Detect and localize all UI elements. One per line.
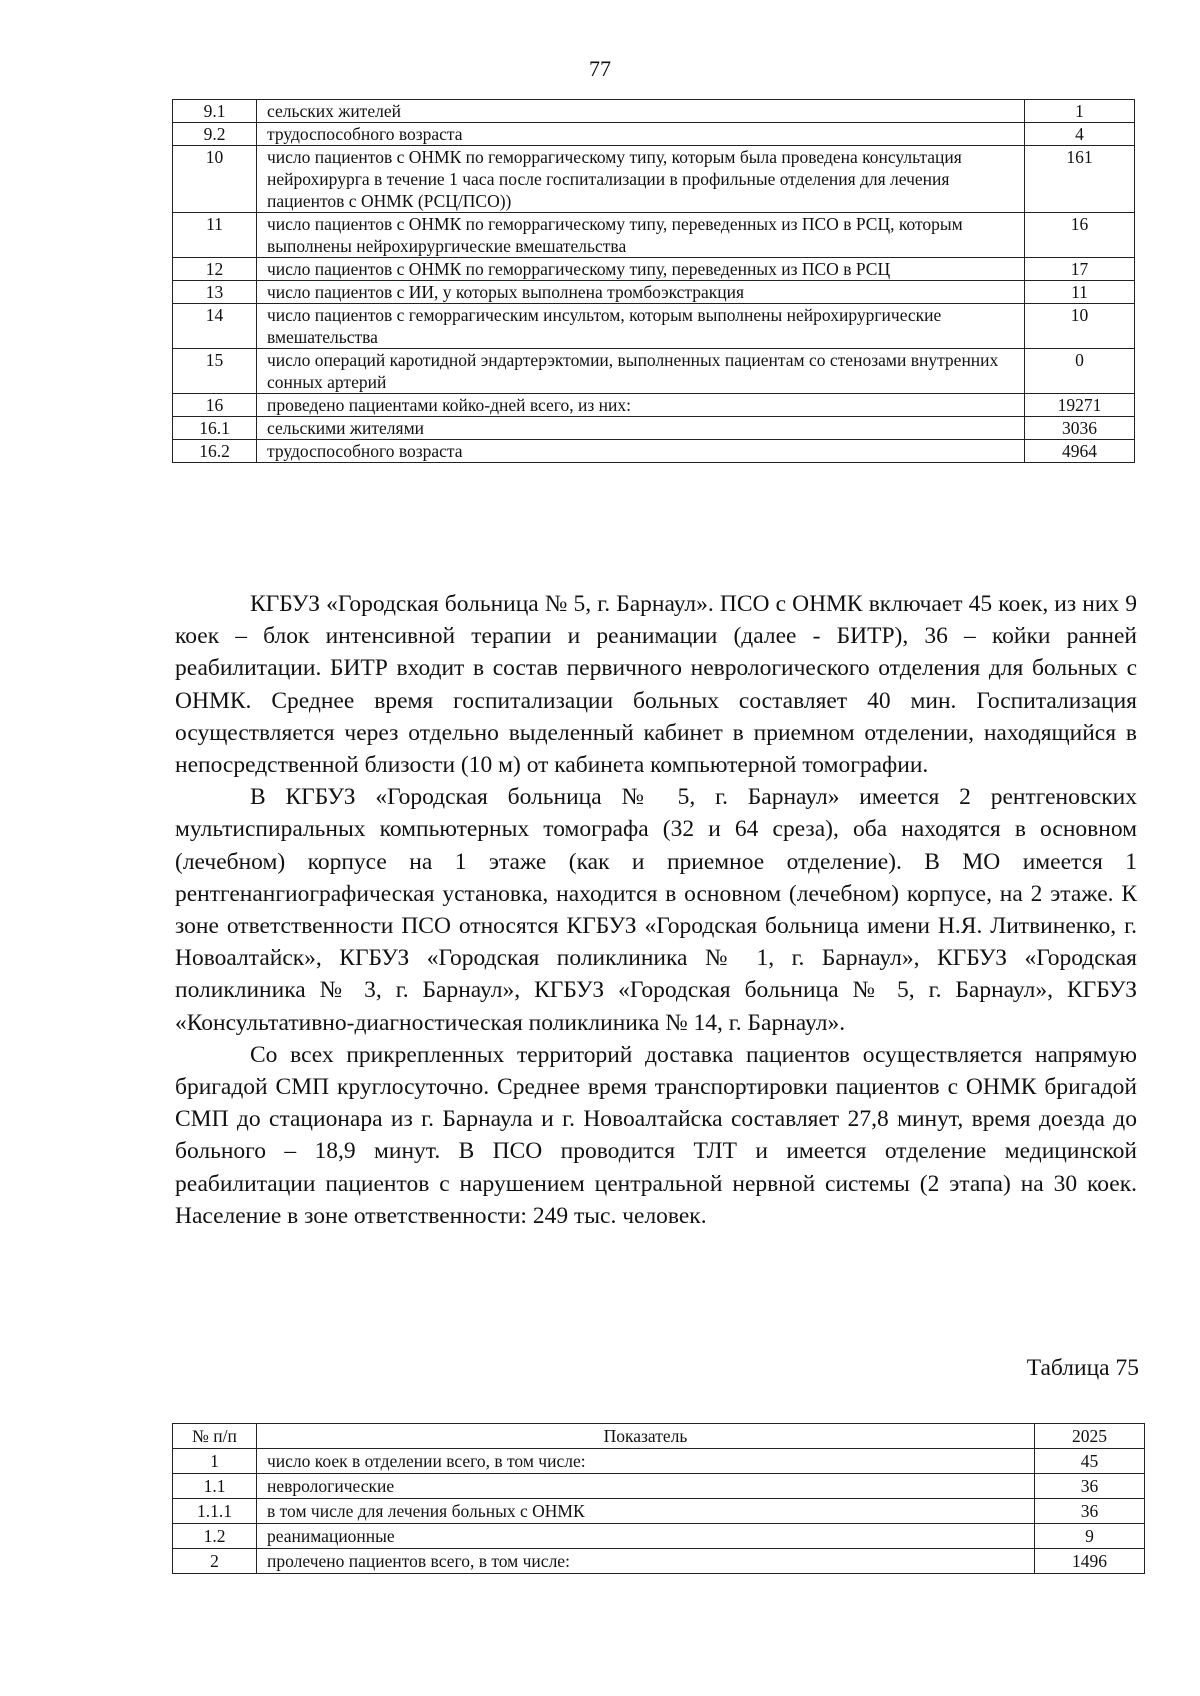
row-number: 16.1 <box>173 417 257 440</box>
row-indicator: трудоспособного возраста <box>257 440 1025 463</box>
header-year: 2025 <box>1035 1424 1145 1449</box>
row-indicator: число операций каротидной эндартерэктомии, выполненных пациентам со стенозами внутренних сонных артерий <box>257 349 1025 394</box>
row-value: 0 <box>1025 349 1135 394</box>
table-row <box>173 146 1135 213</box>
page-number: 77 <box>589 56 611 81</box>
row-number: 16 <box>173 394 257 417</box>
paragraph: В КГБУЗ «Городская больница № 5, г. Барнаул» имеется 2 рентгеновских мультиспиральных компьютерных томографа (32 и 64 среза), оба находятся в основном (лечебном) корпусе на 1 этаже (как и приемное отделение). В МО имеется 1 рентгенангиографическая установка, находится в основном (лечебном) корпусе, на 2 этаже. К зоне ответственности ПСО относятся КГБУЗ «Городская больница имени Н.Я. Литвиненко, г. Новоалтайск», КГБУЗ «Городская поликлиника № 1, г. Барнаул», КГБУЗ «Городская поликлиника № 3, г. Барнаул», КГБУЗ «Городская больница № 5, г. Барнаул», КГБУЗ «Консультативно-диагностическая поликлиника № 14, г. Барнаул». <box>175 784 1137 1036</box>
row-number: 1.2 <box>173 1524 257 1549</box>
row-value: 11 <box>1025 281 1135 304</box>
row-value: 9 <box>1035 1524 1145 1549</box>
table-row <box>173 1474 1145 1499</box>
row-value: 10 <box>1025 304 1135 349</box>
row-indicator: сельских жителей <box>257 100 1025 123</box>
row-indicator: число пациентов с ОНМК по геморрагическому типу, которым была проведена консультация нейрохирурга в течение 1 часа после госпитализации в профильные отделения для лечения пациентов с ОНМК (РСЦ/ПСО)) <box>257 146 1025 213</box>
row-indicator: число коек в отделении всего, в том числе: <box>257 1449 1035 1474</box>
indicators-table-75 <box>172 1423 1145 1574</box>
row-indicator: число пациентов с ИИ, у которых выполнена тромбоэкстракция <box>257 281 1025 304</box>
table-row <box>173 440 1135 463</box>
row-value: 161 <box>1025 146 1135 213</box>
row-indicator: число пациентов с геморрагическим инсультом, которым выполнены нейрохирургические вмешательства <box>257 304 1025 349</box>
table-row <box>173 1499 1145 1524</box>
row-value: 4964 <box>1025 440 1135 463</box>
table-row <box>173 304 1135 349</box>
table-row <box>173 281 1135 304</box>
row-number: 1.1 <box>173 1474 257 1499</box>
table-caption: Таблица 75 <box>1026 1355 1139 1381</box>
header-number: № п/п <box>173 1424 257 1449</box>
row-indicator: неврологические <box>257 1474 1035 1499</box>
row-number: 10 <box>173 146 257 213</box>
row-indicator: проведено пациентами койко-дней всего, из них: <box>257 394 1025 417</box>
table-row <box>173 1524 1145 1549</box>
row-indicator: сельскими жителями <box>257 417 1025 440</box>
row-number: 1.1.1 <box>173 1499 257 1524</box>
row-indicator: число пациентов с ОНМК по геморрагическому типу, переведенных из ПСО в РСЦ <box>257 258 1025 281</box>
indicators-table-continued <box>172 99 1135 463</box>
row-value: 3036 <box>1025 417 1135 440</box>
table-row <box>173 213 1135 258</box>
table-header-row <box>173 1424 1145 1449</box>
row-value: 17 <box>1025 258 1135 281</box>
row-number: 12 <box>173 258 257 281</box>
row-value: 36 <box>1035 1474 1145 1499</box>
row-number: 9.1 <box>173 100 257 123</box>
row-value: 4 <box>1025 123 1135 146</box>
row-value: 36 <box>1035 1499 1145 1524</box>
row-value: 19271 <box>1025 394 1135 417</box>
paragraph: Со всех прикрепленных территорий доставка пациентов осуществляется напрямую бригадой СМП круглосуточно. Среднее время транспортировки пациентов с ОНМК бригадой СМП до стационара из г. Барнаула и г. Новоалтайска составляет 27,8 минут, время доезда до больного – 18,9 минут. В ПСО проводится ТЛТ и имеется отделение медицинской реабилитации пациентов с нарушением центральной нервной системы (2 этапа) на 30 коек. Население в зоне ответственности: 249 тыс. человек. <box>175 1041 1137 1229</box>
row-number: 15 <box>173 349 257 394</box>
table-row <box>173 349 1135 394</box>
row-number: 1 <box>173 1449 257 1474</box>
row-indicator: пролечено пациентов всего, в том числе: <box>257 1549 1035 1574</box>
row-number: 11 <box>173 213 257 258</box>
row-number: 2 <box>173 1549 257 1574</box>
row-number: 14 <box>173 304 257 349</box>
row-number: 16.2 <box>173 440 257 463</box>
table-row <box>173 1549 1145 1574</box>
row-value: 1 <box>1025 100 1135 123</box>
table-row <box>173 417 1135 440</box>
row-indicator: трудоспособного возраста <box>257 123 1025 146</box>
table-row <box>173 1449 1145 1474</box>
header-indicator: Показатель <box>257 1424 1035 1449</box>
row-number: 13 <box>173 281 257 304</box>
body-text <box>175 588 1137 1232</box>
table-row <box>173 258 1135 281</box>
row-indicator: реанимационные <box>257 1524 1035 1549</box>
table-row <box>173 394 1135 417</box>
paragraph: КГБУЗ «Городская больница № 5, г. Барнаул». ПСО с ОНМК включает 45 коек, из них 9 коек – блок интенсивной терапии и реанимации (далее - БИТР), 36 – койки ранней реабилитации. БИТР входит в состав первичного неврологического отделения для больных с ОНМК. Среднее время госпитализации больных составляет 40 мин. Госпитализация осуществляется через отдельно выделенный кабинет в приемном отделении, находящийся в непосредственной близости (10 м) от кабинета компьютерной томографии. <box>175 591 1137 779</box>
row-indicator: в том числе для лечения больных с ОНМК <box>257 1499 1035 1524</box>
row-value: 16 <box>1025 213 1135 258</box>
table-row <box>173 123 1135 146</box>
table-row <box>173 100 1135 123</box>
row-indicator: число пациентов с ОНМК по геморрагическому типу, переведенных из ПСО в РСЦ, которым выполнены нейрохирургические вмешательства <box>257 213 1025 258</box>
row-number: 9.2 <box>173 123 257 146</box>
row-value: 45 <box>1035 1449 1145 1474</box>
row-value: 1496 <box>1035 1549 1145 1574</box>
